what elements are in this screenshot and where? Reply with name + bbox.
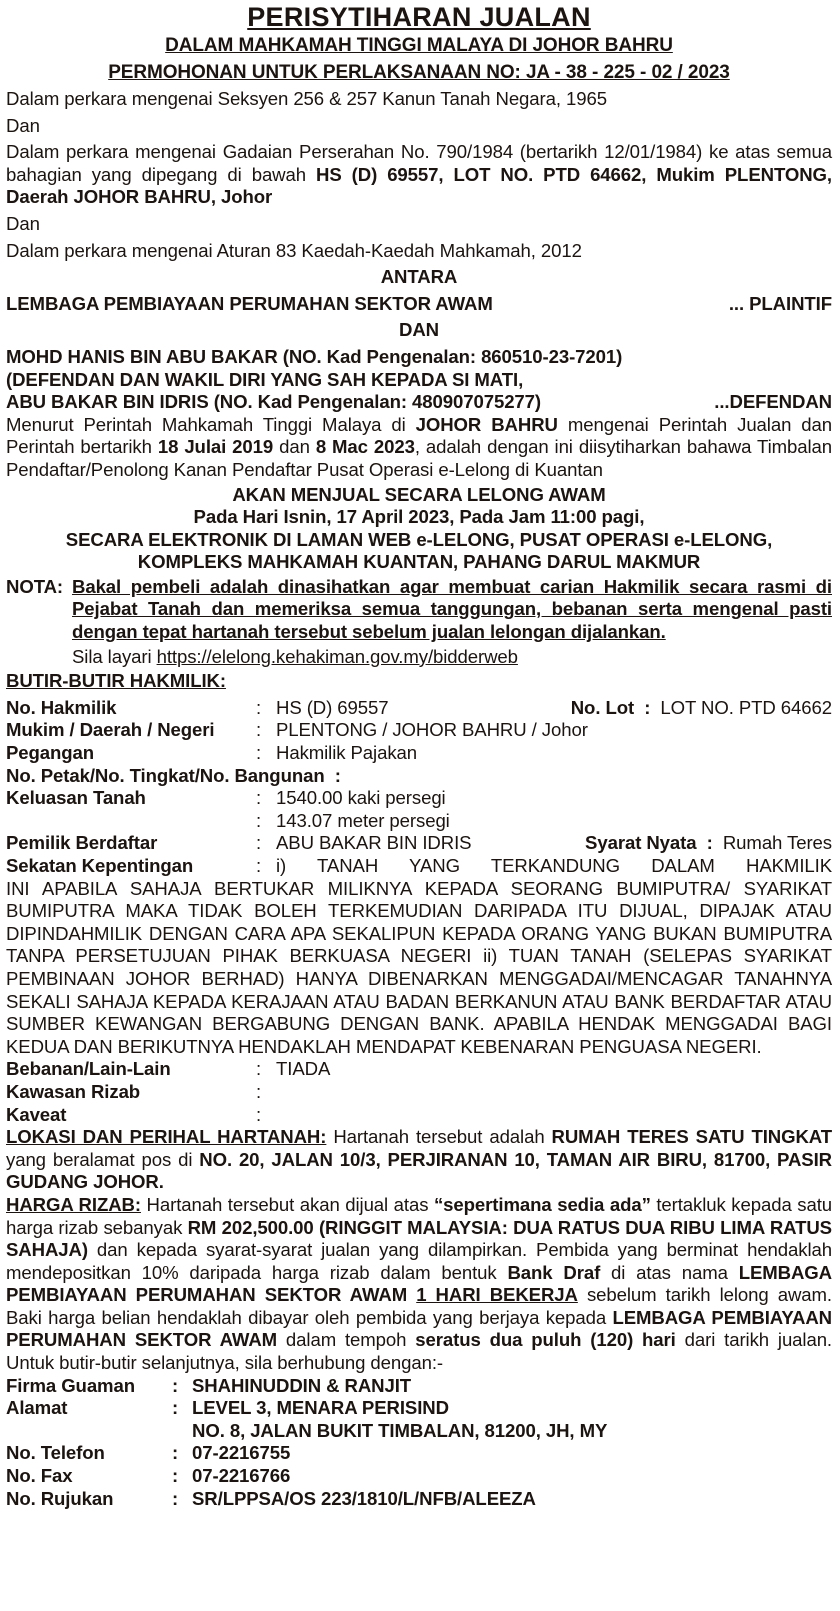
order-text-4: , adalah dengan ini diisytiharkan bahawa Timbalan Pendaftar/Penolong Kanan Pendaftar Pusat Operasi e-Lelong di Kuantan [6, 436, 833, 480]
pemilik-value: ABU BAKAR BIN IDRIS [276, 832, 472, 854]
matter-1: Dalam perkara mengenai Seksyen 256 & 257 Kanun Tanah Negara, 1965 [6, 88, 607, 109]
title-details-heading: BUTIR-BUTIR HAKMILIK: [6, 670, 226, 692]
colon: : [334, 764, 341, 786]
reserve-text-7: dalam tempoh [277, 1329, 416, 1351]
order-text-1: Menurut Perintah Mahkamah Tinggi Malaya di [6, 413, 416, 435]
defendant-line-3: ABU BAKAR BIN IDRIS (NO. Kad Pengenalan: 480907075277) [6, 391, 542, 413]
pegangan-label: Pegangan [6, 742, 95, 764]
keluasan-row [6, 787, 832, 810]
nota-label: NOTA: [6, 575, 63, 597]
address-line-1: LEVEL 3, MENARA PERISIND [192, 1397, 449, 1419]
colon: : [256, 832, 262, 854]
matter-2 [6, 141, 832, 209]
no-lot-label: No. Lot [570, 696, 635, 718]
no-hakmilik-value: HS (D) 69557 [276, 696, 389, 718]
ref-row [6, 1488, 832, 1511]
bebanan-row [6, 1058, 832, 1081]
petak-row [6, 765, 832, 788]
dan-1: Dan [6, 114, 40, 136]
auction-venue: KOMPLEKS MAHKAMAH KUANTAN, PAHANG DARUL MAKMUR [137, 551, 701, 573]
keluasan-value-sqft: 1540.00 kaki persegi [276, 787, 446, 809]
firm-label: Firma Guaman [6, 1374, 135, 1396]
reserve-paragraph [6, 1194, 832, 1375]
order-date-2: 8 Mac 2023 [315, 436, 415, 458]
fax-row [6, 1465, 832, 1488]
defendant-line-1: MOHD HANIS BIN ABU BAKAR (NO. Kad Pengenalan: 860510-23-7201) [6, 345, 623, 367]
reserve-text-3: dan kepada syarat-syarat jualan yang dilampirkan. Pembida yang berminat hendaklah mendepositkan 10% daripada harga rizab dalam bentuk [6, 1239, 832, 1283]
colon: : [256, 742, 262, 764]
fax-value: 07-2216766 [192, 1465, 291, 1487]
reserve-label: HARGA RIZAB: [6, 1193, 141, 1215]
plaintiff-name: LEMBAGA PEMBIAYAAN PERUMAHAN SEKTOR AWAM [6, 292, 493, 314]
order-text-3: dan [273, 436, 316, 458]
colon: : [172, 1487, 179, 1509]
property-address: NO. 20, JALAN 10/3, PERJIRANAN 10, TAMAN AIR BIRU, 81700, PASIR GUDANG JOHOR. [6, 1148, 833, 1193]
colon: : [172, 1397, 179, 1419]
notice-title: PERISYTIHARAN JUALAN [247, 2, 591, 32]
property-type: RUMAH TERES SATU TINGKAT [551, 1126, 832, 1148]
pegangan-value: Hakmilik Pajakan [276, 742, 418, 764]
reserve-text-8: dari tarikh jualan. Untuk butir-butir selanjutnya, sila berhubung dengan:- [6, 1329, 833, 1374]
firm-value: SHAHINUDDIN & RANJIT [192, 1374, 412, 1396]
matter-2-property: HS (D) 69557, LOT NO. PTD 64662, Mukim PLENTONG, Daerah JOHOR BAHRU, Johor [6, 163, 832, 208]
rizab-row [6, 1081, 832, 1104]
elelong-link[interactable]: https://elelong.kehakiman.gov.my/bidderweb [156, 645, 518, 667]
matter-3: Dalam perkara mengenai Aturan 83 Kaedah-Kaedah Mahkamah, 2012 [6, 239, 582, 261]
colon: : [256, 696, 262, 718]
tel-row [6, 1442, 832, 1465]
reserve-text-5 [407, 1284, 416, 1305]
bebanan-value: TIADA [276, 1058, 331, 1080]
address-row [6, 1397, 832, 1420]
keluasan-row-2 [6, 810, 832, 833]
court-heading: DALAM MAHKAMAH TINGGI MALAYA DI JOHOR BAHRU [165, 35, 673, 56]
tel-label: No. Telefon [6, 1442, 105, 1464]
location-label: LOKASI DAN PERIHAL HARTANAH: [6, 1126, 327, 1148]
location-text-1: Hartanah tersebut adalah [326, 1126, 552, 1148]
no-hakmilik-label: No. Hakmilik [6, 696, 117, 718]
syarat-value: Rumah Teres [722, 832, 832, 854]
colon: : [256, 719, 262, 741]
auction-date: Pada Hari Isnin, 17 April 2023, Pada Jam 11:00 pagi, [193, 506, 645, 528]
nota-visit-text: Sila layari [72, 645, 157, 667]
defendant-line-2: (DEFENDAN DAN WAKIL DIRI YANG SAH KEPADA SI MATI, [6, 368, 524, 390]
sekatan-first-line: i) TANAH YANG TERKANDUNG DALAM HAKMILIK [276, 855, 832, 876]
kaveat-label: Kaveat [6, 1103, 67, 1125]
defendant-row [6, 391, 832, 414]
reserve-condition: “sepertimana sedia ada” [433, 1193, 651, 1215]
pemilik-row: Pemilik Berdaftar : ABU BAKAR BIN IDRIS Syarat Nyata : Rumah Teres [6, 832, 832, 854]
colon: : [256, 787, 262, 809]
hakmilik-row: No. Hakmilik : HS (D) 69557 No. Lot : LOT NO. PTD 64662 [6, 696, 832, 718]
colon: : [256, 855, 262, 876]
petak-label: No. Petak/No. Tingkat/No. Bangunan [6, 764, 325, 786]
dan-label: DAN [399, 319, 439, 341]
firm-row [6, 1375, 832, 1398]
kaveat-row [6, 1104, 832, 1127]
fax-label: No. Fax [6, 1465, 73, 1487]
keluasan-label: Keluasan Tanah [6, 787, 146, 809]
no-lot-value: LOT NO. PTD 64662 [660, 696, 832, 718]
colon: : [172, 1374, 179, 1396]
dan-2: Dan [6, 212, 40, 234]
plaintiff-role: ... PLAINTIF [728, 292, 832, 314]
syarat-label: Syarat Nyata [585, 832, 697, 854]
order-court: JOHOR BAHRU [415, 413, 558, 435]
sekatan-text: INI APABILA SAHAJA BERTUKAR MILIKNYA KEPADA SEORANG BUMIPUTRA/ SYARIKAT BUMIPUTRA MAKA TIDAK BOLEH TERKEMUDIAN DARIPADA ITU DIJUAL, DIPAJAK ATAU DIPINDAHMILIK DENGAN CARA APA SEKALIPUN KEPADA ORANG YANG BUKAN BUMIPUTRA TANPA PERSETUJUAN PIHAK BERKUASA NEGERI ii) TUAN TANAH (SELEPAS SYARIKAT PEMBINAAN JOHOR BERHAD) HANYA DIBENARKAN MENGGADAI/MENCAGAR TANAHNYA SEKALI SAHAJA KEPADA KERAJAAN ATAU BADAN BERKANUN ATAU BANK BERDAFTAR ATAU SUMBER KEWANGAN BERGABUNG DENGAN BANK. APABILA HENDAK MENGGADAI BAGI KEDUA DAN BERIKUTNYA HENDAKLAH MENDAPAT KEBENARAN PENGUASA NEGERI. [6, 877, 832, 1057]
colon: : [256, 1080, 262, 1102]
address-row-2 [6, 1420, 832, 1443]
nota-visit [72, 646, 832, 669]
auction-line-3: SECARA ELEKTRONIK DI LAMAN WEB e-LELONG, PUSAT OPERASI e-LELONG, [65, 528, 773, 550]
reserve-text-4: di atas nama [600, 1261, 739, 1283]
location-text-2: yang beralamat pos di [6, 1148, 200, 1170]
mukim-label: Mukim / Daerah / Negeri [6, 719, 215, 741]
reserve-text-2: tertakluk kepada satu harga rizab sebanyak [6, 1193, 833, 1238]
mukim-row [6, 719, 832, 742]
order-date-1: 18 Julai 2019 [157, 436, 274, 458]
address-line-2: NO. 8, JALAN BUKIT TIMBALAN, 81200, JH, MY [192, 1419, 608, 1441]
matter-2-text: Dalam perkara mengenai Gadaian Perserahan No. 790/1984 (bertarikh 12/01/1984) ke atas semua bahagian yang dipegang di bawah [6, 141, 832, 185]
ref-label: No. Rujukan [6, 1487, 114, 1509]
colon: : [256, 1058, 262, 1080]
deposit-deadline: 1 HARI BEKERJA [416, 1284, 578, 1306]
reserve-price: RM 202,500.00 (RINGGIT MALAYSIA: DUA RATUS DUA RIBU LIMA RATUS SAHAJA) [6, 1216, 832, 1261]
nota-text: Bakal pembeli adalah dinasihatkan agar membuat carian Hakmilik secara rasmi di Pejabat Tanah dan memeriksa semua tanggungan, bebanan serta mengenal pasti dengan tepat hartanah tersebut sebelum jualan lelongan dijalankan. [72, 575, 832, 643]
colon: : [172, 1442, 179, 1464]
bebanan-label: Bebanan/Lain-Lain [6, 1058, 171, 1080]
application-number: PERMOHONAN UNTUK PERLAKSANAAN NO: JA - 38 - 225 - 02 / 2023 [108, 62, 730, 83]
sekatan-label: Sekatan Kepentingan [6, 855, 194, 876]
colon: : [256, 809, 262, 831]
tel-value: 07-2216755 [192, 1442, 291, 1464]
payment-period: seratus dua puluh (120) hari [415, 1329, 676, 1351]
mukim-value: PLENTONG / JOHOR BAHRU / Johor [276, 719, 588, 741]
ref-value: SR/LPPSA/OS 223/1810/L/NFB/ALEEZA [192, 1487, 536, 1509]
plaintiff-row [6, 293, 832, 316]
reserve-text-6: sebelum tarikh lelong awam. Baki harga belian hendaklah dibayar oleh pembida yang berjaya kepada [6, 1284, 832, 1328]
colon: : [256, 1103, 262, 1125]
colon: : [172, 1465, 179, 1487]
location-paragraph [6, 1126, 832, 1194]
pegangan-row [6, 742, 832, 765]
antara-label: ANTARA [380, 266, 458, 288]
balance-payee: LEMBAGA PEMBIAYAAN PERUMAHAN SEKTOR AWAM [6, 1306, 832, 1351]
order-text-2: mengenai Perintah Jualan dan Perintah bertarikh [6, 413, 833, 458]
sekatan-row [6, 855, 832, 878]
nota-block [6, 576, 832, 668]
court-order-paragraph [6, 414, 832, 482]
bank-draft: Bank Draf [507, 1261, 601, 1283]
pemilik-label: Pemilik Berdaftar [6, 832, 158, 854]
payee-name: LEMBAGA PEMBIAYAAN PERUMAHAN SEKTOR AWAM [6, 1261, 832, 1306]
auction-line-1: AKAN MENJUAL SECARA LELONG AWAM [232, 483, 606, 505]
reserve-text-1: Hartanah tersebut akan dijual atas [140, 1193, 434, 1215]
rizab-label: Kawasan Rizab [6, 1080, 141, 1102]
address-label: Alamat [6, 1397, 68, 1419]
keluasan-value-sqm: 143.07 meter persegi [276, 809, 450, 831]
defendant-role: ...DEFENDAN [714, 391, 832, 413]
